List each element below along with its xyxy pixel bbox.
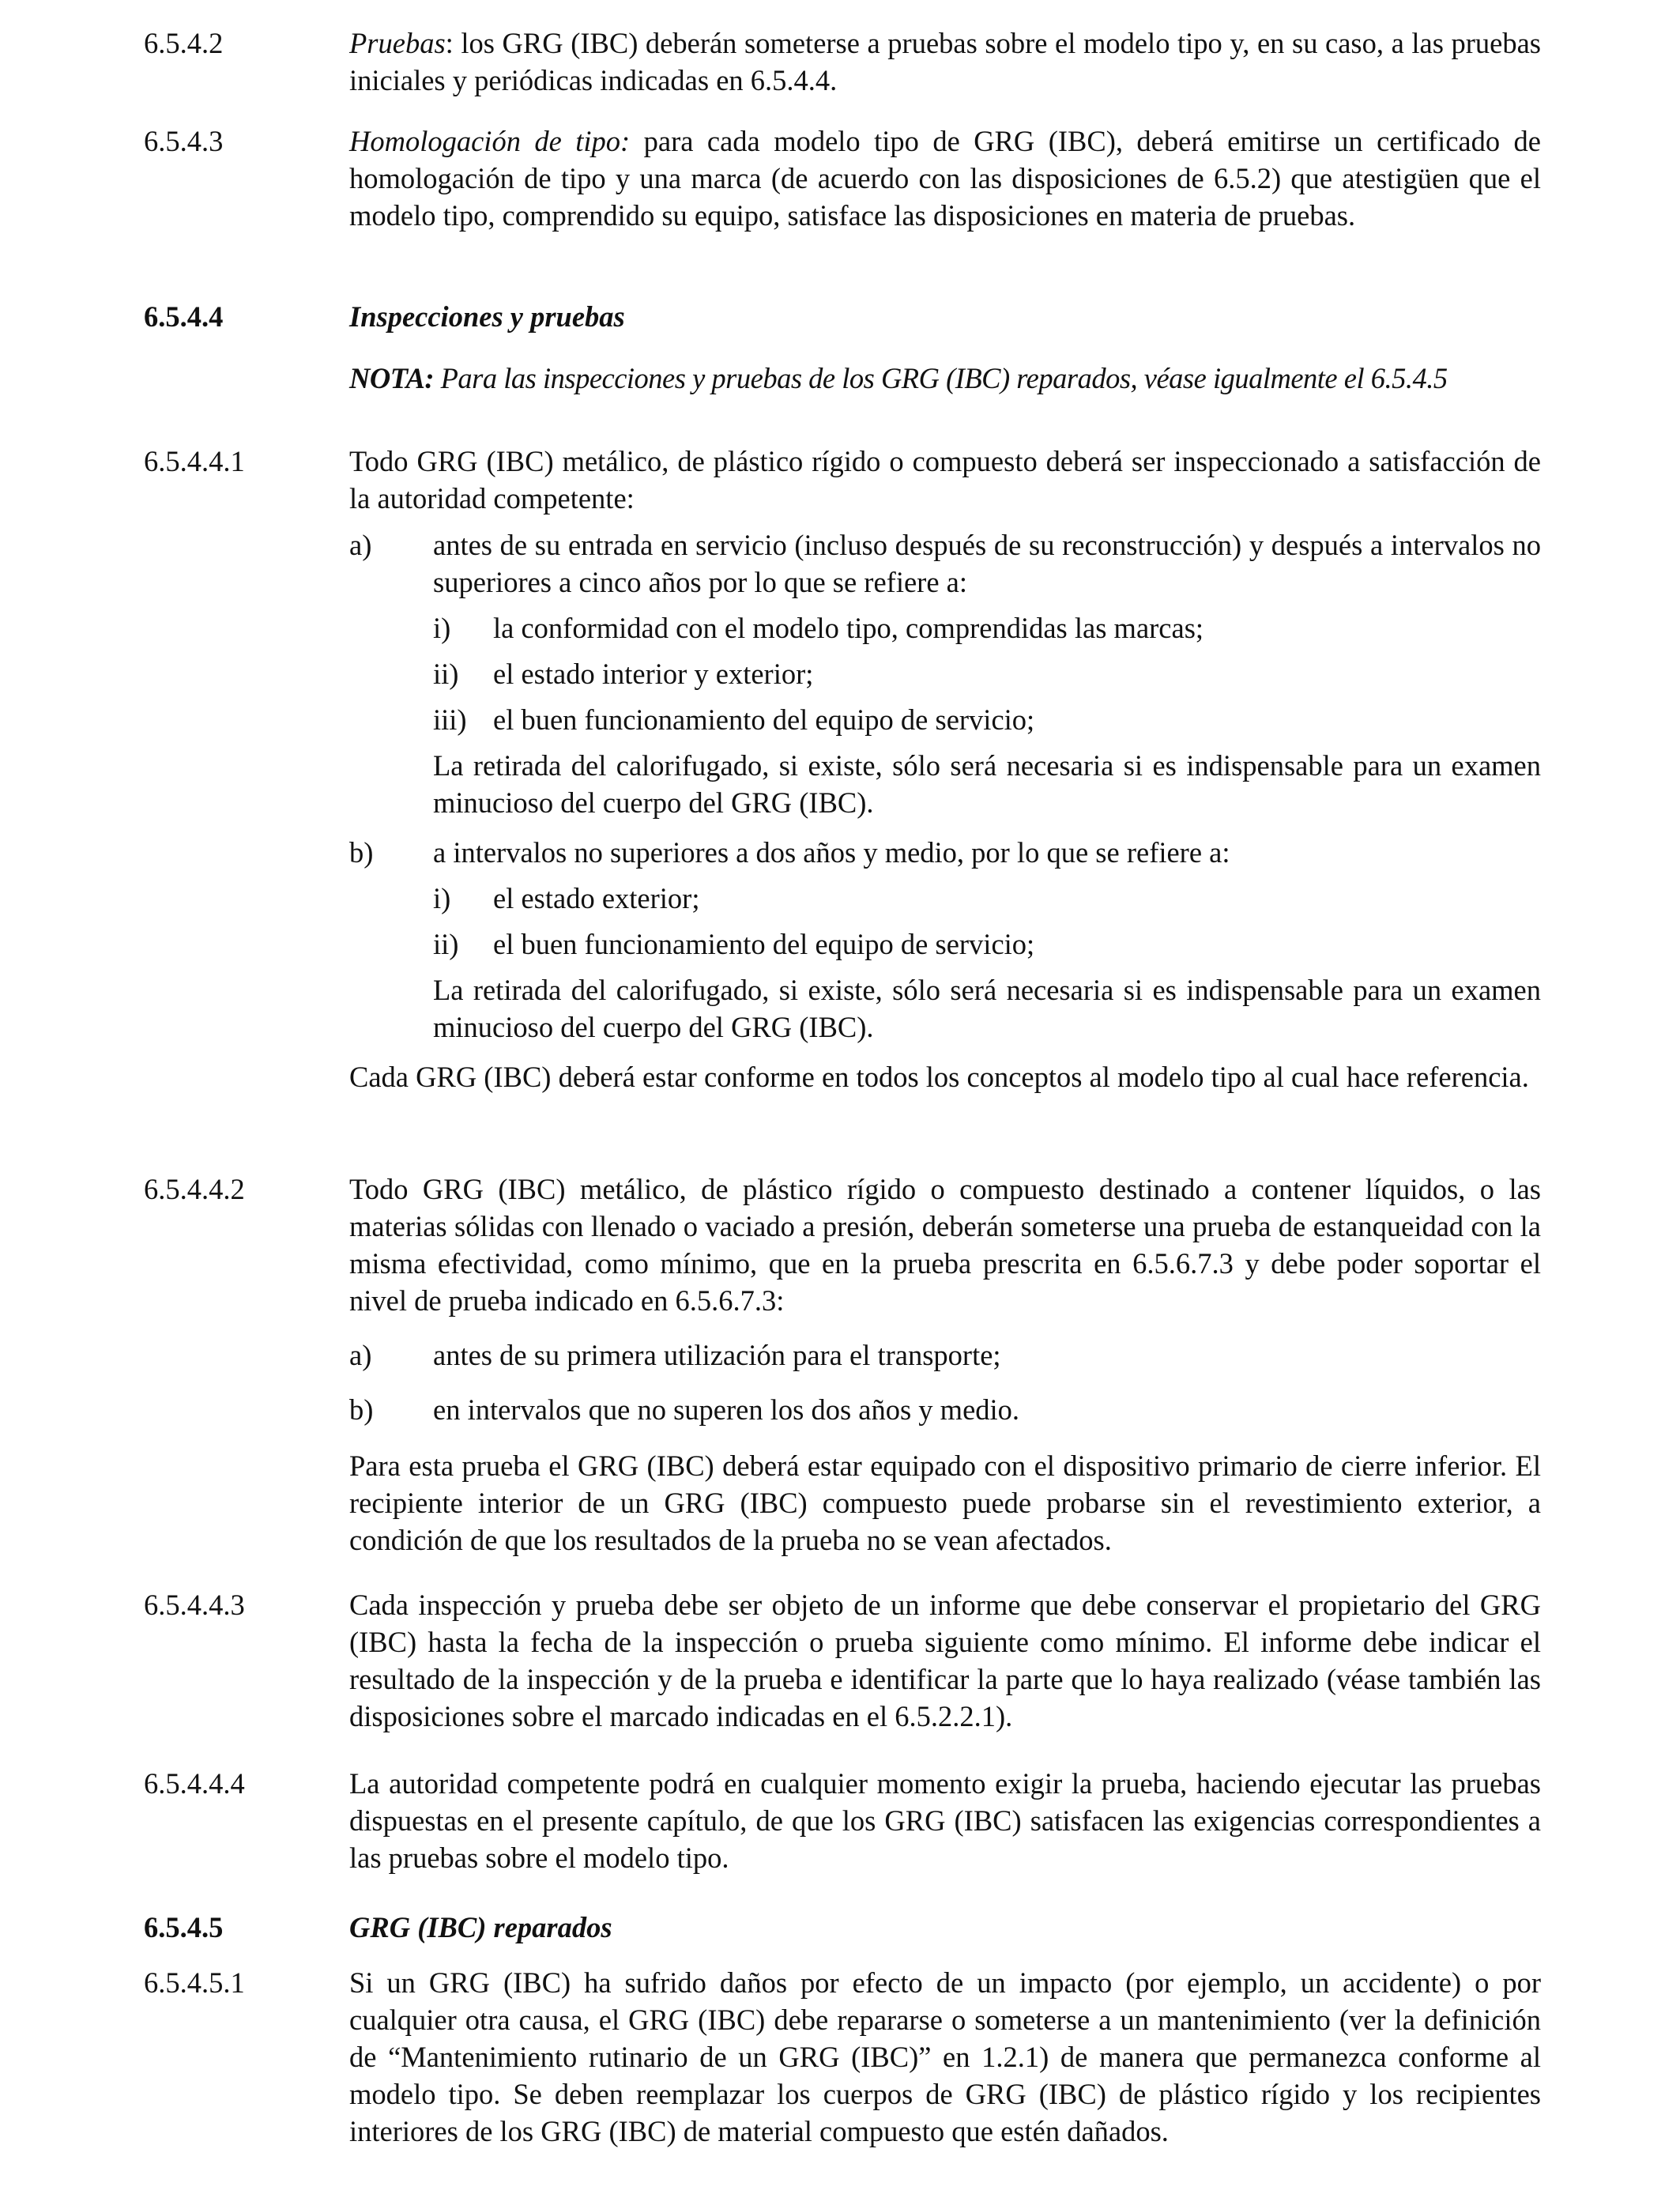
- section-number: 6.5.4.4.1: [144, 445, 245, 477]
- section-number: 6.5.4.2: [144, 27, 224, 59]
- sub-item-i: [433, 880, 1541, 917]
- sub-marker: i): [433, 612, 451, 644]
- sub-marker: ii): [433, 658, 459, 690]
- sub-item-iii: [433, 701, 1541, 738]
- section-body: [349, 123, 1541, 234]
- section-65451: [144, 1964, 1541, 2150]
- section-body: [349, 1909, 1541, 1946]
- section-body: [349, 1964, 1541, 2150]
- section-body: [349, 1171, 1541, 1559]
- section-65443: [144, 1586, 1541, 1735]
- section-number: 6.5.4.5: [144, 1911, 224, 1943]
- sub-marker: i): [433, 882, 451, 914]
- section-65444: [144, 1765, 1541, 1876]
- section-body: [349, 298, 1541, 397]
- sub-item-text: el estado interior y exterior;: [493, 658, 814, 690]
- section-number: 6.5.4.4.2: [144, 1173, 245, 1205]
- sub-item-ii: [433, 655, 1541, 692]
- paragraph-text: para cada modelo tipo de GRG (IBC), deberá emitirse un certificado de homologación de tipo y una marca (de acuerdo con las disposiciones de 6.5.2) que atestigüen que el modelo tipo, comprendido su equipo, satisface las disposiciones en materia de pruebas.: [349, 125, 1541, 232]
- term: Pruebas: [349, 27, 446, 59]
- sub-item-text: el estado exterior;: [493, 882, 700, 914]
- list-item-b: [349, 834, 1541, 1046]
- sub-item-text: el buen funcionamiento del equipo de servicio;: [493, 928, 1035, 960]
- section-body: [349, 1586, 1541, 1735]
- note: [349, 360, 1541, 397]
- section-number: 6.5.4.4: [144, 300, 224, 333]
- paragraph: Si un GRG (IBC) ha sufrido daños por efecto de un impacto (por ejemplo, un accidente) o por cualquier otra causa, el GRG (IBC) debe repararse o someterse a un mantenimiento (ver la definición de “Mantenimiento rutinario de un GRG (IBC)” en 1.2.1) de manera que permanezca conforme al modelo tipo. Se deben reemplazar los cuerpos de GRG (IBC) de plástico rígido y los recipientes interiores de los GRG (IBC) de material compuesto que estén dañados.: [349, 1966, 1541, 2147]
- section-number: 6.5.4.3: [144, 125, 224, 157]
- section-body: [349, 1765, 1541, 1876]
- paragraph: Todo GRG (IBC) metálico, de plástico rígido o compuesto destinado a contener líquidos, o las materias sólidas con llenado o vaciado a presión, deberán someterse una prueba de estanqueidad con la misma efectividad, como mínimo, que en la prueba prescrita en 6.5.6.7.3 y debe poder soportar el nivel de prueba indicado en 6.5.6.7.3:: [349, 1173, 1541, 1317]
- paragraph: Para esta prueba el GRG (IBC) deberá estar equipado con el dispositivo primario de cierre inferior. El recipiente interior de un GRG (IBC) compuesto puede probarse sin el revestimiento exterior, a condición de que los resultados de la prueba no se vean afectados.: [349, 1449, 1541, 1556]
- list-marker: a): [349, 1339, 372, 1371]
- sub-item-ii: [433, 925, 1541, 963]
- section-65441: [144, 443, 1541, 1095]
- paragraph: [349, 123, 1541, 234]
- section-6544: [144, 298, 1541, 397]
- sub-item-text: el buen funcionamiento del equipo de servicio;: [493, 703, 1035, 736]
- section-6545: [144, 1909, 1541, 1946]
- list-marker: b): [349, 836, 374, 869]
- section-number: 6.5.4.5.1: [144, 1966, 245, 1999]
- sub-item-i: [433, 609, 1541, 647]
- paragraph: Cada GRG (IBC) deberá estar conforme en todos los conceptos al modelo tipo al cual hace referencia.: [349, 1061, 1529, 1093]
- section-6542: [144, 25, 1541, 99]
- section-6543: [144, 123, 1541, 234]
- sub-marker: ii): [433, 928, 459, 960]
- list-item-text: en intervalos que no superen los dos años y medio.: [433, 1393, 1020, 1426]
- list-marker: a): [349, 529, 372, 561]
- section-number: 6.5.4.4.3: [144, 1589, 245, 1621]
- note-label: NOTA:: [349, 362, 434, 394]
- list-item-b: [349, 1391, 1541, 1428]
- paragraph: Cada inspección y prueba debe ser objeto de un informe que debe conservar el propietario del GRG (IBC) hasta la fecha de la inspección o prueba siguiente como mínimo. El informe debe indicar el resultado de la inspección y de la prueba e identificar la parte que lo haya realizado (véase también las disposiciones sobre el marcado indicadas en el 6.5.2.2.1).: [349, 1589, 1541, 1732]
- section-body: [349, 25, 1541, 99]
- paragraph: La autoridad competente podrá en cualquier momento exigir la prueba, haciendo ejecutar las pruebas dispuestas en el presente capítulo, de que los GRG (IBC) satisfacen las exigencias correspondientes a las pruebas sobre el modelo tipo.: [349, 1767, 1541, 1874]
- list-item-text: a intervalos no superiores a dos años y medio, por lo que se refiere a:: [433, 836, 1230, 869]
- sub-item-text: la conformidad con el modelo tipo, comprendidas las marcas;: [493, 612, 1204, 644]
- note-text: Para las inspecciones y pruebas de los GRG (IBC) reparados, véase igualmente el 6.5.4.5: [434, 362, 1448, 394]
- section-number: 6.5.4.4.4: [144, 1767, 245, 1800]
- list-item-text: antes de su entrada en servicio (incluso después de su reconstrucción) y después a intervalos no superiores a cinco años por lo que se refiere a:: [433, 529, 1541, 598]
- paragraph: [349, 25, 1541, 99]
- list-item-text: antes de su primera utilización para el transporte;: [433, 1339, 1001, 1371]
- section-65442: [144, 1171, 1541, 1559]
- term: Homologación de tipo:: [349, 125, 631, 157]
- list-marker: b): [349, 1393, 374, 1426]
- section-heading: Inspecciones y pruebas: [349, 300, 625, 333]
- list-item-a: [349, 526, 1541, 821]
- section-body: [349, 443, 1541, 1095]
- item-note: La retirada del calorifugado, si existe, sólo será necesaria si es indispensable para un examen minucioso del cuerpo del GRG (IBC).: [433, 749, 1541, 819]
- sub-marker: iii): [433, 703, 467, 736]
- section-heading: GRG (IBC) reparados: [349, 1911, 612, 1943]
- paragraph-text: : los GRG (IBC) deberán someterse a pruebas sobre el modelo tipo y, en su caso, a las pruebas iniciales y periódicas indicadas en 6.5.4.4.: [349, 27, 1541, 96]
- list-item-a: [349, 1336, 1541, 1374]
- item-note: La retirada del calorifugado, si existe, sólo será necesaria si es indispensable para un examen minucioso del cuerpo del GRG (IBC).: [433, 974, 1541, 1043]
- paragraph: Todo GRG (IBC) metálico, de plástico rígido o compuesto deberá ser inspeccionado a satisfacción de la autoridad competente:: [349, 445, 1541, 515]
